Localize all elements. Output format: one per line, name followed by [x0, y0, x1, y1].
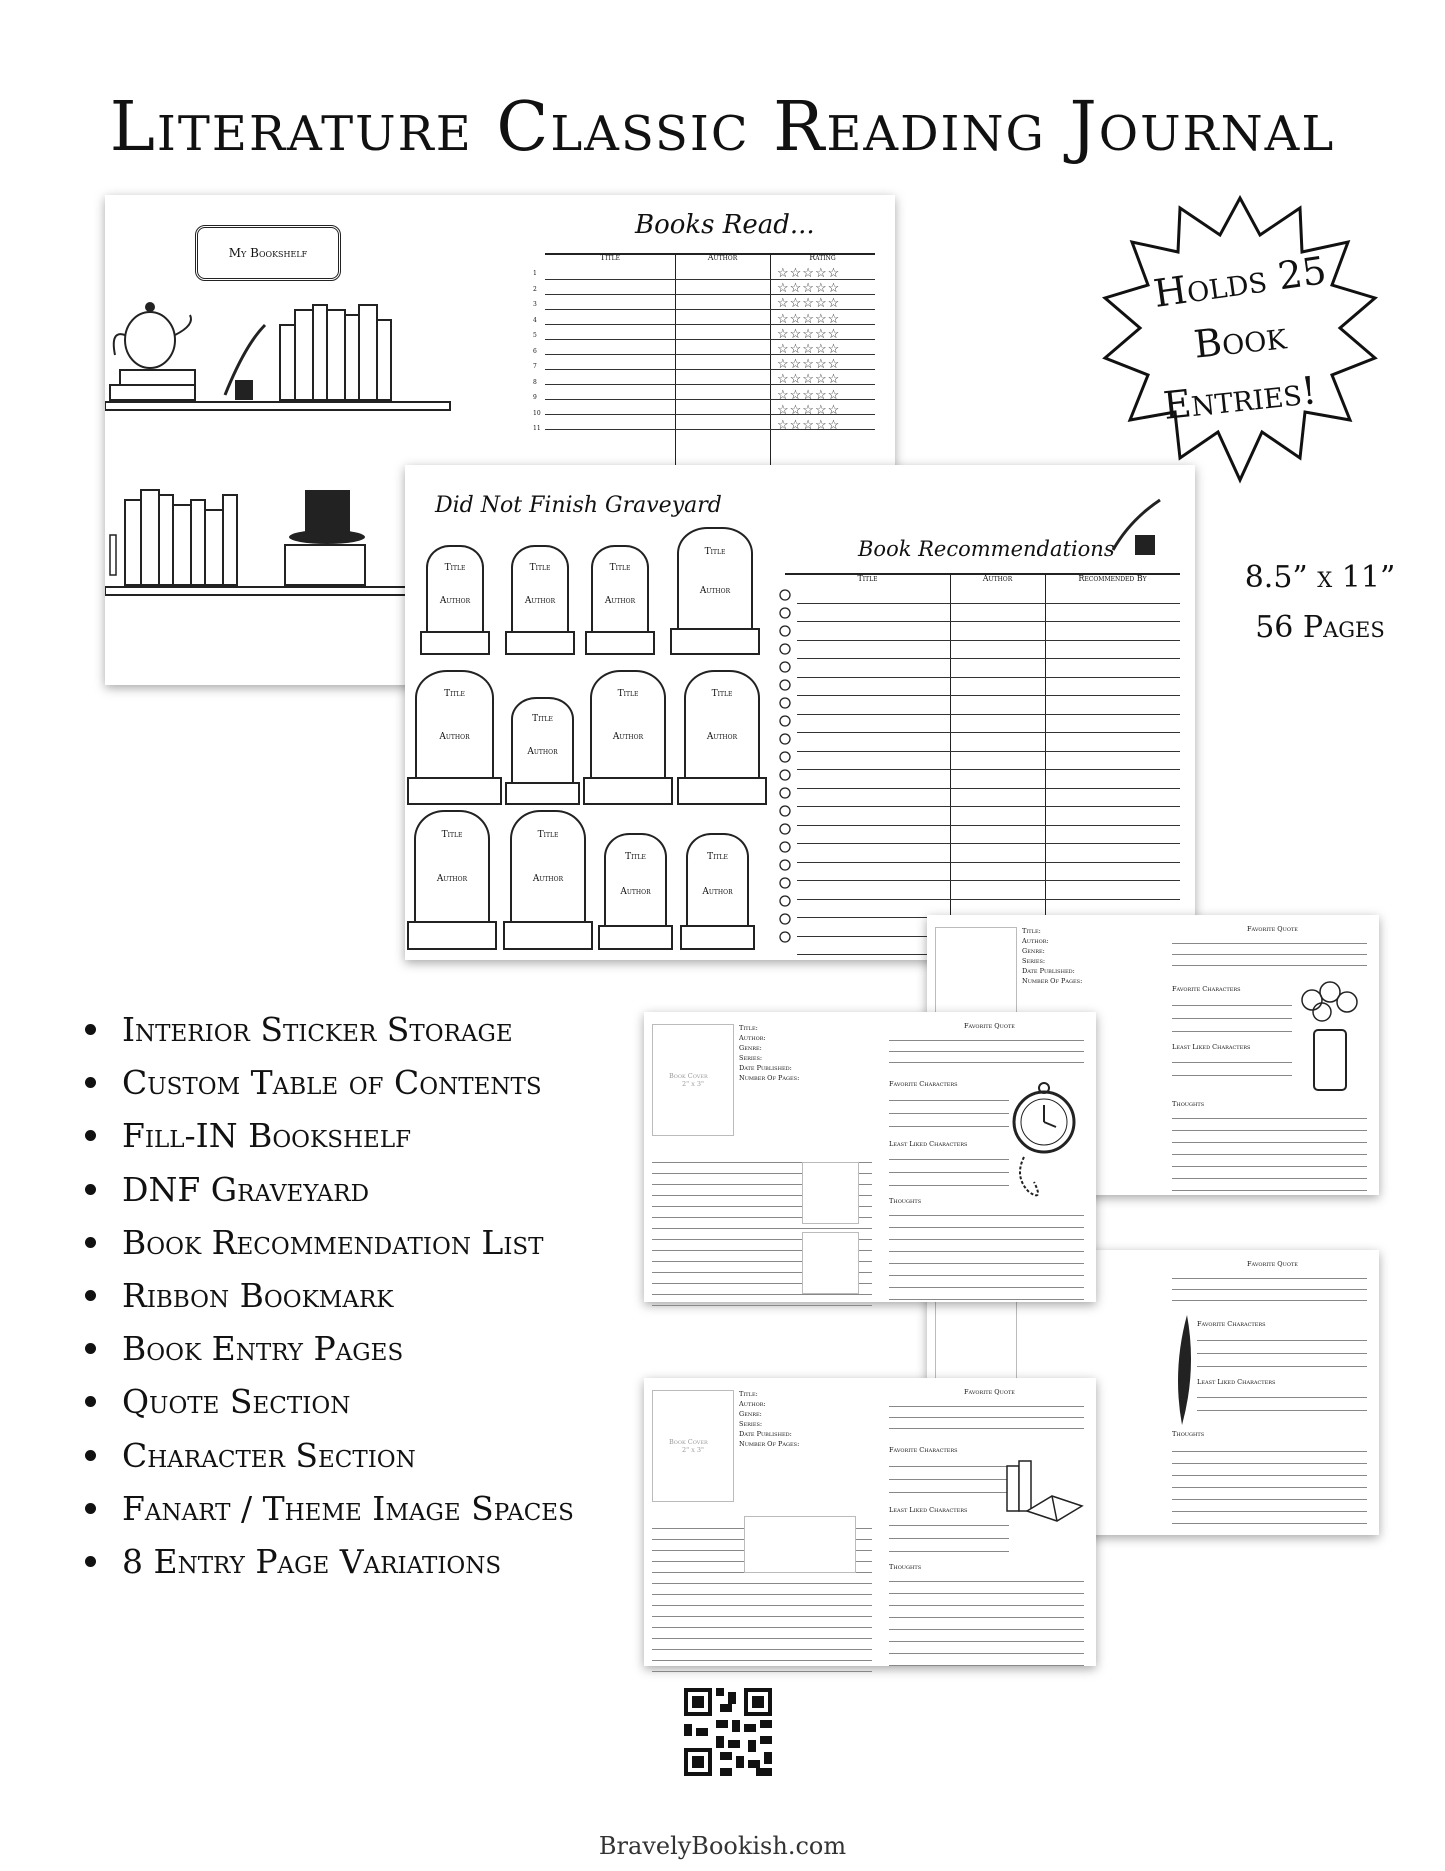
least-liked-label: Least Liked Characters [1197, 1378, 1276, 1386]
feature-item: Fill-IN Bookshelf [85, 1109, 574, 1162]
quill-ink-icon [1105, 495, 1165, 560]
field-author: Author: [739, 1400, 766, 1408]
least-liked-label: Least Liked Characters [889, 1140, 968, 1148]
thoughts-label: Thoughts [1172, 1430, 1205, 1438]
tombstone: Title Author [677, 670, 767, 805]
field-series: Series: [1022, 957, 1046, 965]
checkbox-circles [779, 587, 793, 947]
field-date: Date Published: [739, 1064, 792, 1072]
tombstone: Title Author [505, 545, 575, 655]
field-date: Date Published: [1022, 967, 1075, 975]
feature-item: DNF Graveyard [85, 1163, 574, 1216]
recommendations-table [785, 573, 1180, 953]
tombstone: Title Author [407, 670, 502, 805]
favorite-quote-label: Favorite Quote [964, 1388, 1015, 1396]
open-books-illustration [1002, 1456, 1087, 1526]
star-ratings: ☆☆☆☆☆ ☆☆☆☆☆ ☆☆☆☆☆ ☆☆☆☆☆ ☆☆☆☆☆ ☆☆☆☆☆ ☆☆☆☆☆ ☆☆☆☆☆ ☆☆☆☆☆ ☆☆☆☆☆ ☆☆☆☆☆ [777, 266, 841, 434]
badge-line-3: Entries! [1161, 368, 1319, 428]
row-number: 6 [533, 347, 537, 355]
rec-column-author: Author [982, 574, 1013, 583]
field-pages: Number Of Pages: [1022, 977, 1083, 985]
favorite-quote-label: Favorite Quote [964, 1022, 1015, 1030]
bullet-icon [85, 1290, 96, 1301]
dnf-graveyard-page-preview [405, 465, 1195, 960]
tombstone: Title Author [680, 833, 755, 950]
feature-item: Book Entry Pages [85, 1322, 574, 1375]
feature-item: Character Section [85, 1429, 574, 1482]
tombstone: Title Author [583, 670, 673, 805]
feature-list [85, 1003, 574, 1588]
row-number: 5 [533, 332, 537, 339]
thoughts-label: Thoughts [889, 1197, 922, 1205]
field-series: Series: [739, 1420, 763, 1428]
feather-quill-illustration [1162, 1310, 1202, 1430]
field-author: Author: [739, 1034, 766, 1042]
row-number: 10 [533, 409, 541, 417]
website-url[interactable]: BravelyBookish.com [598, 1832, 847, 1860]
page-title: Literature Classic Reading Journal [109, 88, 1336, 167]
favorite-characters-label: Favorite Characters [889, 1446, 958, 1454]
row-number: 2 [533, 285, 537, 293]
row-number: 7 [533, 363, 537, 370]
bullet-icon [85, 1556, 96, 1567]
feature-item: Quote Section [85, 1375, 574, 1428]
book-cover-label: Book Cover [669, 1072, 708, 1080]
favorite-characters-label: Favorite Characters [1172, 985, 1241, 993]
bullet-icon [85, 1077, 96, 1088]
field-genre: Genre: [739, 1410, 762, 1418]
size-spec: 8.5” x 11” [1244, 560, 1396, 595]
tombstone: Title Author [407, 810, 497, 950]
field-title: Title: [739, 1024, 758, 1032]
thoughts-label: Thoughts [1172, 1100, 1205, 1108]
badge-line-1: Holds 25 [1150, 248, 1330, 316]
column-author: Author [707, 253, 738, 262]
row-number: 9 [533, 394, 537, 401]
rec-column-title: Title [857, 574, 878, 583]
field-author: Author: [1022, 937, 1049, 945]
favorite-quote-label: Favorite Quote [1247, 1260, 1298, 1268]
row-numbers [533, 266, 541, 437]
feature-item: Fanart / Theme Image Spaces [85, 1482, 574, 1535]
qr-code-icon[interactable] [684, 1688, 772, 1776]
least-liked-label: Least Liked Characters [1172, 1043, 1251, 1051]
tombstone: Title Author [503, 810, 593, 950]
column-title: Title [599, 253, 621, 262]
feature-item: Ribbon Bookmark [85, 1269, 574, 1322]
book-recommendations-title: Book Recommendations [858, 537, 1115, 561]
fanart-box [802, 1162, 859, 1224]
entry-page-preview [644, 1378, 1096, 1666]
least-liked-label: Least Liked Characters [889, 1506, 968, 1514]
badge-line-2: Book [1191, 313, 1289, 367]
bullet-icon [85, 1130, 96, 1141]
entry-page-preview [644, 1012, 1096, 1302]
field-pages: Number Of Pages: [739, 1074, 800, 1082]
field-title: Title: [739, 1390, 758, 1398]
bullet-icon [85, 1237, 96, 1248]
tombstone: Title Author [585, 545, 655, 655]
field-date: Date Published: [739, 1430, 792, 1438]
field-title: Title: [1022, 927, 1041, 935]
bullet-icon [85, 1503, 96, 1514]
favorite-characters-label: Favorite Characters [889, 1080, 958, 1088]
row-number: 1 [533, 270, 537, 277]
row-number: 4 [533, 316, 537, 324]
plaque-label: My Bookshelf [228, 246, 308, 260]
pocket-watch-illustration [1004, 1077, 1084, 1207]
field-genre: Genre: [739, 1044, 762, 1052]
field-genre: Genre: [1022, 947, 1045, 955]
feature-item: Book Recommendation List [85, 1216, 574, 1269]
bullet-icon [85, 1343, 96, 1354]
book-cover-size: 2" x 3" [682, 1080, 704, 1088]
feature-item: Custom Table of Contents [85, 1056, 574, 1109]
favorite-quote-label: Favorite Quote [1247, 925, 1298, 933]
tombstone: Title Author [505, 697, 580, 805]
thoughts-label: Thoughts [889, 1563, 922, 1571]
column-rating: Rating [809, 253, 836, 262]
bullet-icon [85, 1450, 96, 1461]
tombstone: Title Author [420, 545, 490, 655]
badge-text [1100, 190, 1380, 490]
page-count-spec: 56 Pages [1255, 610, 1385, 645]
book-cover-size: 2" x 3" [682, 1446, 704, 1454]
feature-item: Interior Sticker Storage [85, 1003, 574, 1056]
field-series: Series: [739, 1054, 763, 1062]
favorite-characters-label: Favorite Characters [1197, 1320, 1266, 1328]
rec-column-recommended-by: Recommended By [1078, 574, 1147, 583]
row-number: 11 [533, 425, 541, 432]
fanart-box [744, 1516, 856, 1573]
field-pages: Number Of Pages: [739, 1440, 800, 1448]
flower-jar-illustration [1292, 980, 1367, 1095]
row-number: 3 [533, 301, 537, 308]
tombstone: Title Author [670, 527, 760, 655]
feature-item: 8 Entry Page Variations [85, 1535, 574, 1588]
bullet-icon [85, 1024, 96, 1035]
bullet-icon [85, 1396, 96, 1407]
row-number: 8 [533, 378, 537, 386]
books-read-title: Books Read... [635, 210, 815, 240]
fanart-box [802, 1232, 859, 1294]
book-cover-label: Book Cover [669, 1438, 708, 1446]
bullet-icon [85, 1184, 96, 1195]
tombstone: Title Author [598, 833, 673, 950]
dnf-title: Did Not Finish Graveyard [435, 493, 722, 518]
